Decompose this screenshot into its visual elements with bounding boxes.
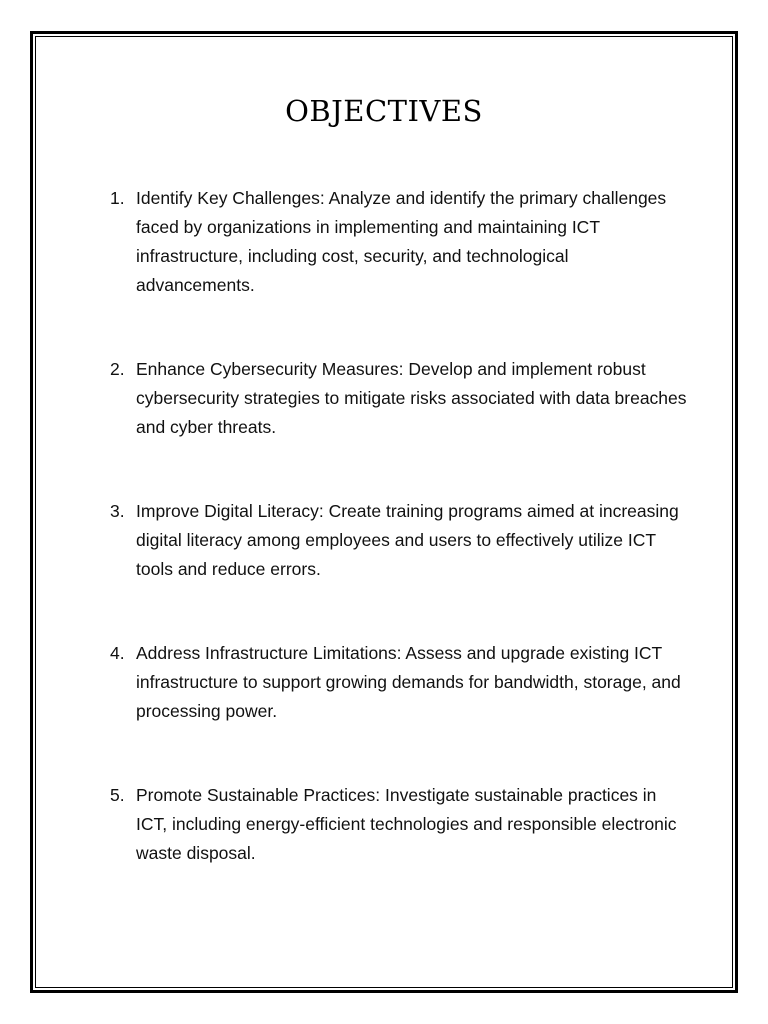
list-item [110, 781, 690, 868]
list-item-number: 2. [110, 359, 125, 379]
list-item [110, 184, 690, 300]
list-item [110, 355, 690, 442]
list-item-text: Improve Digital Literacy: Create training programs aimed at increasing digital literacy among employees and users to effectively utilize ICT tools and reduce errors. [136, 501, 679, 579]
list-item [110, 639, 690, 726]
list-item-text: Enhance Cybersecurity Measures: Develop and implement robust cybersecurity strategies to mitigate risks associated with data breaches and cyber threats. [136, 359, 687, 437]
list-item-text: Promote Sustainable Practices: Investigate sustainable practices in ICT, including energy-efficient technologies and responsible electronic waste disposal. [136, 785, 677, 863]
list-item-number: 1. [110, 188, 125, 208]
objectives-list [110, 184, 690, 923]
list-item-text: Address Infrastructure Limitations: Assess and upgrade existing ICT infrastructure to support growing demands for bandwidth, storage, and processing power. [136, 643, 681, 721]
list-item-number: 3. [110, 501, 125, 521]
list-item-number: 5. [110, 785, 125, 805]
list-item [110, 497, 690, 584]
list-item-text: Identify Key Challenges: Analyze and identify the primary challenges faced by organizations in implementing and maintaining ICT infrastructure, including cost, security, and technological advancements. [136, 188, 667, 295]
list-item-number: 4. [110, 643, 125, 663]
page-title: OBJECTIVES [285, 94, 483, 128]
